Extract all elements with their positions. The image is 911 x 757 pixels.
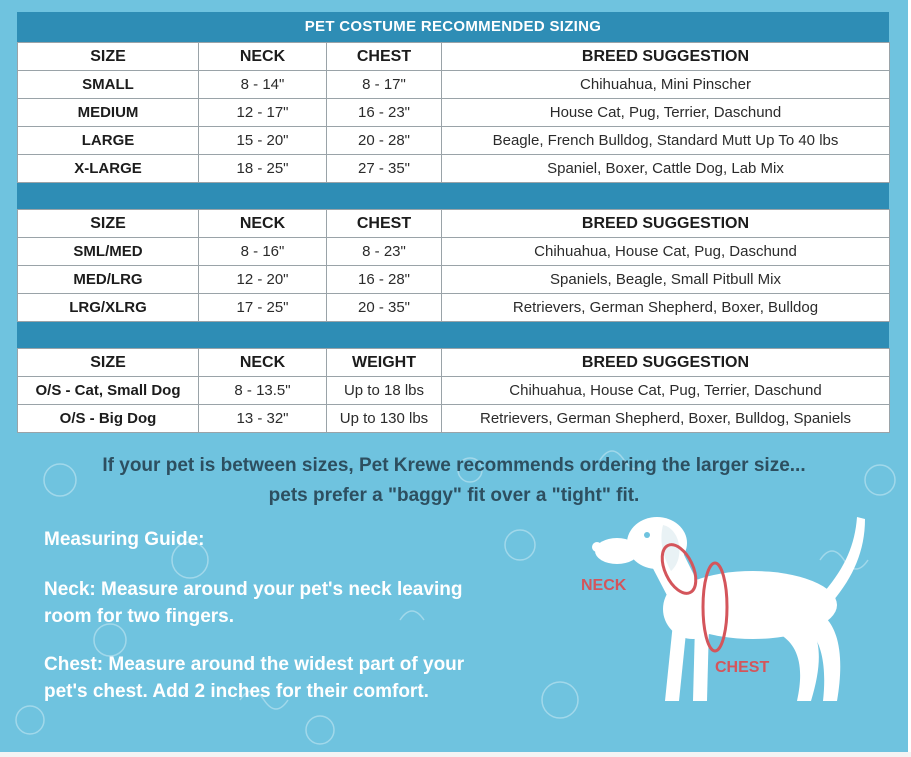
table-header-row [18, 349, 890, 377]
table-row [18, 405, 890, 433]
size-cell: SMALL [18, 71, 199, 99]
bottom-border [0, 752, 911, 757]
breed-cell: House Cat, Pug, Terrier, Daschund [442, 99, 890, 127]
section-divider [17, 183, 889, 209]
weight-cell: Up to 130 lbs [327, 405, 442, 433]
chest-cell: 27 - 35" [327, 155, 442, 183]
header-cell: NECK [199, 349, 327, 377]
breed-cell: Beagle, French Bulldog, Standard Mutt Up To 40 lbs [442, 127, 890, 155]
chest-cell: 8 - 17" [327, 71, 442, 99]
header-cell: SIZE [18, 43, 199, 71]
breed-cell: Chihuahua, House Cat, Pug, Terrier, Daschund [442, 377, 890, 405]
header-cell: BREED SUGGESTION [442, 349, 890, 377]
table-header-row [18, 43, 890, 71]
dog-silhouette-icon [575, 505, 875, 715]
neck-cell: 8 - 13.5" [199, 377, 327, 405]
size-table-standard [17, 42, 890, 183]
size-cell: MED/LRG [18, 266, 199, 294]
size-cell: O/S - Cat, Small Dog [18, 377, 199, 405]
header-cell: CHEST [327, 210, 442, 238]
size-cell: LARGE [18, 127, 199, 155]
chest-cell: 16 - 28" [327, 266, 442, 294]
neck-instruction-line: room for two fingers. [44, 606, 234, 627]
breed-cell: Retrievers, German Shepherd, Boxer, Bulldog, Spaniels [442, 405, 890, 433]
table-row [18, 266, 890, 294]
chest-instruction-line: pet's chest. Add 2 inches for their comfort. [44, 681, 429, 702]
chest-cell: 20 - 28" [327, 127, 442, 155]
neck-cell: 13 - 32" [199, 405, 327, 433]
size-cell: LRG/XLRG [18, 294, 199, 322]
header-cell: SIZE [18, 210, 199, 238]
header-cell: BREED SUGGESTION [442, 43, 890, 71]
size-table-one-size [17, 348, 890, 433]
header-cell: WEIGHT [327, 349, 442, 377]
breed-cell: Spaniels, Beagle, Small Pitbull Mix [442, 266, 890, 294]
neck-cell: 18 - 25" [199, 155, 327, 183]
chest-cell: 16 - 23" [327, 99, 442, 127]
breed-cell: Retrievers, German Shepherd, Boxer, Bulldog [442, 294, 890, 322]
header-cell: NECK [199, 43, 327, 71]
size-cell: MEDIUM [18, 99, 199, 127]
sizing-advice-line: If your pet is between sizes, Pet Krewe recommends ordering the larger size... [102, 455, 806, 476]
table-row [18, 294, 890, 322]
table-row [18, 238, 890, 266]
size-cell: O/S - Big Dog [18, 405, 199, 433]
chart-title: PET COSTUME RECOMMENDED SIZING [17, 12, 889, 42]
neck-cell: 8 - 16" [199, 238, 327, 266]
neck-cell: 17 - 25" [199, 294, 327, 322]
table-row [18, 155, 890, 183]
header-cell: NECK [199, 210, 327, 238]
chest-cell: 20 - 35" [327, 294, 442, 322]
sizing-sheet [17, 12, 889, 433]
measuring-diagram [575, 505, 875, 715]
neck-instruction-line: Neck: Measure around your pet's neck leaving [44, 579, 463, 600]
neck-label: NECK [581, 577, 627, 594]
table-header-row [18, 210, 890, 238]
table-row [18, 127, 890, 155]
header-cell: BREED SUGGESTION [442, 210, 890, 238]
sizing-advice-line: pets prefer a "baggy" fit over a "tight" fit. [268, 485, 640, 506]
sizing-advice [20, 451, 888, 511]
neck-cell: 12 - 20" [199, 266, 327, 294]
header-cell: CHEST [327, 43, 442, 71]
table-row [18, 377, 890, 405]
neck-instruction [44, 576, 462, 630]
breed-cell: Spaniel, Boxer, Cattle Dog, Lab Mix [442, 155, 890, 183]
measuring-guide-heading: Measuring Guide: [44, 529, 205, 550]
weight-cell: Up to 18 lbs [327, 377, 442, 405]
breed-cell: Chihuahua, House Cat, Pug, Daschund [442, 238, 890, 266]
chest-instruction-line: Chest: Measure around the widest part of your [44, 654, 465, 675]
size-cell: X-LARGE [18, 155, 199, 183]
neck-cell: 12 - 17" [199, 99, 327, 127]
chest-label: CHEST [715, 659, 770, 676]
chest-cell: 8 - 23" [327, 238, 442, 266]
size-cell: SML/MED [18, 238, 199, 266]
breed-cell: Chihuahua, Mini Pinscher [442, 71, 890, 99]
table-row [18, 99, 890, 127]
size-table-combo [17, 209, 890, 322]
table-row [18, 71, 890, 99]
header-cell: SIZE [18, 349, 199, 377]
chest-instruction [44, 651, 464, 705]
neck-cell: 15 - 20" [199, 127, 327, 155]
section-divider [17, 322, 889, 348]
neck-cell: 8 - 14" [199, 71, 327, 99]
